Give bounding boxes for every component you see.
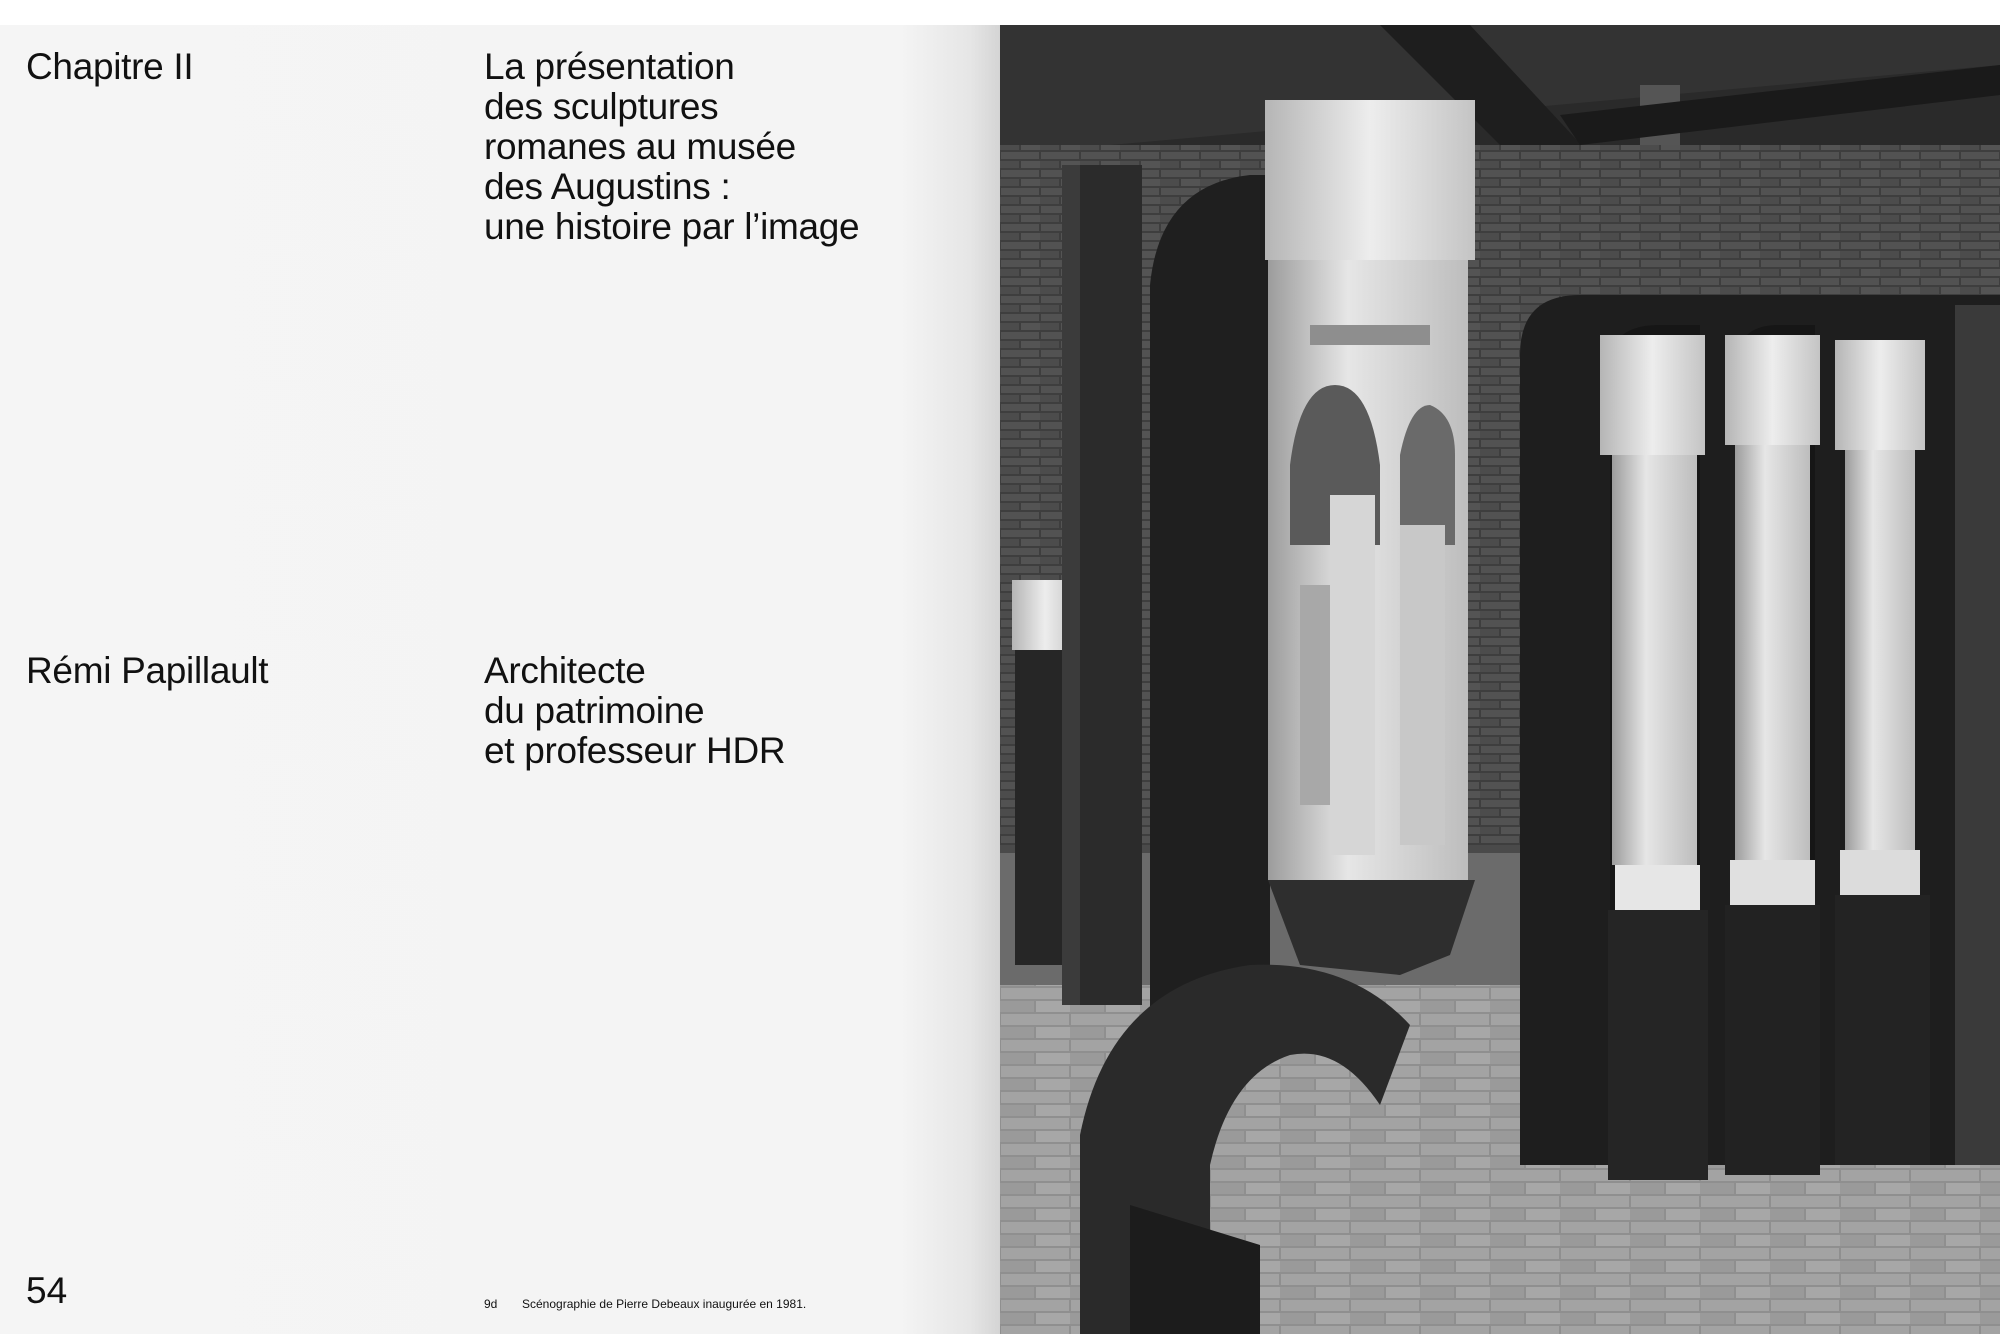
statue-columns [1600,335,1930,1180]
left-page [0,25,1000,1334]
caption-reference: 9d [484,1297,498,1311]
page-number: 54 [26,1270,68,1311]
photograph [1000,25,2000,1334]
photo-caption: Scénographie de Pierre Debeaux inaugurée en 1981. [522,1297,807,1311]
author-role: Architecte du patrimoine et professeur HDR [484,650,786,771]
photo-icon [1000,25,2000,1334]
chapter-title: La présentation des sculptures romanes au musée des Augustins : une histoire par l’image [484,46,860,247]
book-spread [0,25,2000,1334]
author-name: Rémi Papillault [26,650,269,691]
chapter-label: Chapitre II [26,46,194,87]
